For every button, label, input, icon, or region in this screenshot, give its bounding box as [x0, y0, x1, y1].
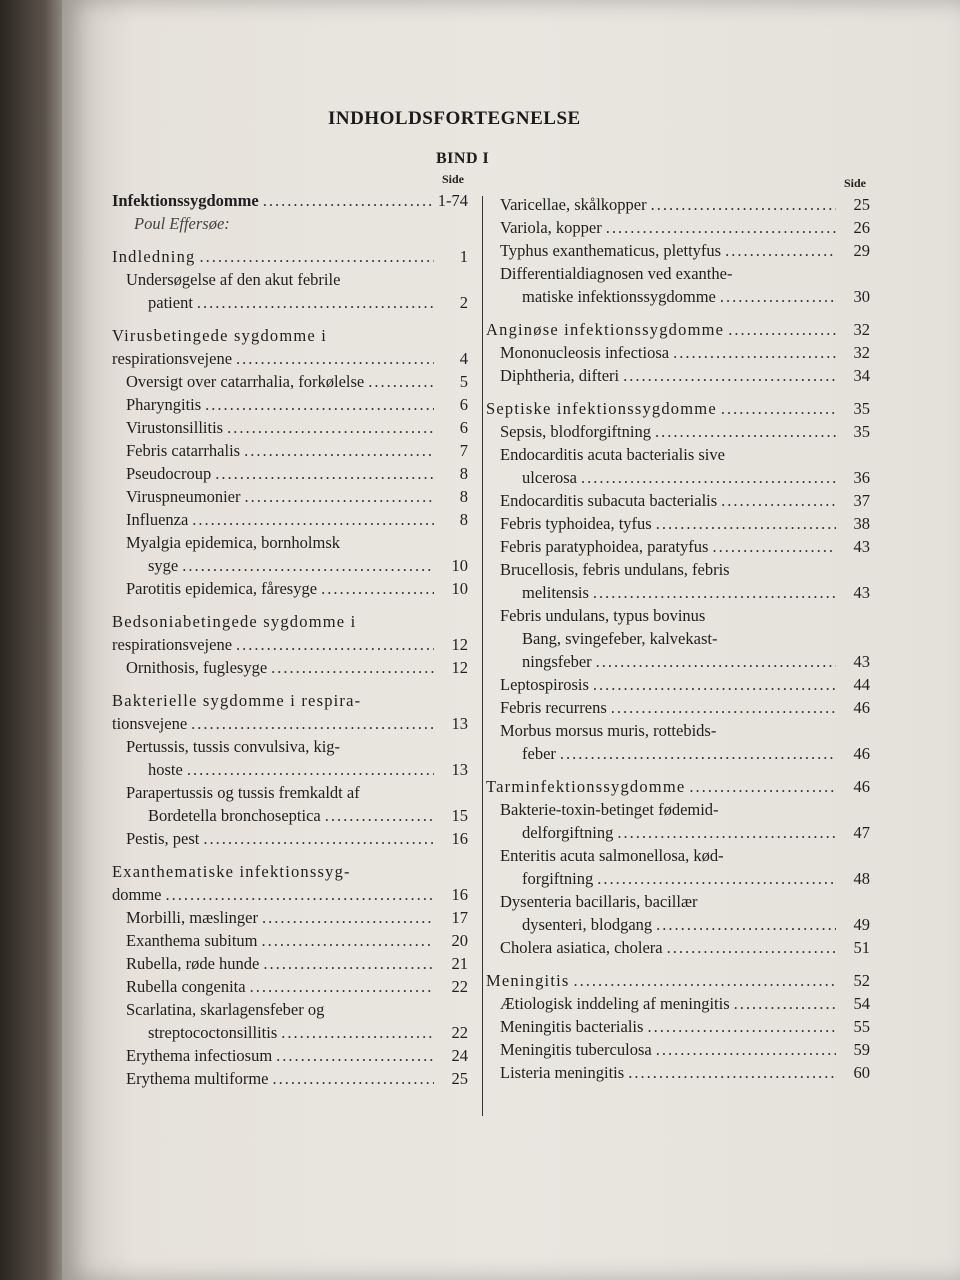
toc-entry: Undersøgelse af den akut febrile: [126, 270, 341, 289]
toc-entry: Pertussis, tussis convulsiva, kig-: [126, 737, 341, 756]
toc-entry: Brucellosis, febris undulans, febris: [500, 560, 730, 579]
toc-entry-title: Meningitis: [486, 971, 570, 990]
toc-entry: Parapertussis og tussis fremkaldt af: [126, 783, 360, 802]
toc-entry: Virusbetingede sygdomme i: [112, 326, 328, 345]
page-number: 55: [853, 1017, 870, 1036]
toc-entry: [112, 712, 468, 735]
toc-entry: [112, 883, 468, 906]
toc-entry-title: Septiske infektionssygdomme: [486, 399, 717, 418]
dot-leader: [263, 189, 434, 212]
toc-entry: [112, 485, 468, 508]
toc-entry: [486, 821, 870, 844]
toc-entry: [112, 393, 468, 416]
toc-entry: [112, 439, 468, 462]
dot-leader: [227, 416, 434, 439]
toc-entry-title: Leptospirosis: [500, 675, 589, 694]
toc-entry: [486, 193, 870, 216]
dot-leader: [262, 906, 434, 929]
toc-entry: [112, 347, 468, 370]
dot-leader: [281, 1021, 434, 1044]
page-number: 16: [451, 829, 468, 848]
toc-entry: [486, 581, 870, 604]
toc-entry: [486, 913, 870, 936]
toc-entry: [112, 827, 468, 850]
toc-entry: [112, 508, 468, 531]
toc-entry-title: forgiftning: [522, 869, 594, 888]
page-number: 46: [853, 744, 870, 763]
page-number: 20: [451, 931, 468, 950]
toc-entry: Bedsoniabetingede sygdomme i: [112, 612, 357, 631]
page-number: 30: [853, 287, 870, 306]
page-number: 44: [853, 675, 870, 694]
toc-entry: [112, 1044, 468, 1067]
toc-entry: [486, 1015, 870, 1038]
page-number: 1-74: [437, 191, 468, 210]
toc-entry: [486, 673, 870, 696]
dot-leader: [712, 535, 836, 558]
toc-right-column: [486, 176, 870, 1084]
toc-entry-title: Variola, kopper: [500, 218, 602, 237]
page-number: 16: [451, 885, 468, 904]
page-number: 43: [853, 583, 870, 602]
toc-entry: Myalgia epidemica, bornholmsk: [126, 533, 340, 552]
dot-leader: [236, 633, 434, 656]
toc-entry: [486, 216, 870, 239]
dot-leader: [276, 1044, 434, 1067]
toc-entry-title: Oversigt over catarrhalia, forkølelse: [126, 372, 365, 391]
page-number: 25: [451, 1069, 468, 1088]
page-number: 52: [853, 971, 870, 990]
toc-entry-title: Pharyngitis: [126, 395, 202, 414]
dot-leader: [191, 712, 434, 735]
page-number: 25: [853, 195, 870, 214]
toc-entry: [112, 554, 468, 577]
toc-entry: [112, 952, 468, 975]
toc-entry-title: Pestis, pest: [126, 829, 200, 848]
page-number: 2: [459, 293, 468, 312]
page-number: 29: [853, 241, 870, 260]
page-number: 1: [459, 247, 468, 266]
toc-entry: [486, 466, 870, 489]
toc-entry: [112, 633, 468, 656]
dot-leader: [725, 239, 836, 262]
dot-leader: [182, 554, 434, 577]
dot-leader: [368, 370, 434, 393]
dot-leader: [200, 245, 435, 268]
toc-entry: [112, 416, 468, 439]
toc-entry-title: Diphtheria, difteri: [500, 366, 620, 385]
page-number: 34: [853, 366, 870, 385]
toc-entry: [112, 758, 468, 781]
dot-leader: [166, 883, 435, 906]
toc-entry: [486, 535, 870, 558]
toc-entry-title: Mononucleosis infectiosa: [500, 343, 670, 362]
toc-entry-title: Erythema multiforme: [126, 1069, 269, 1088]
toc-entry: [486, 992, 870, 1015]
page-number: 47: [853, 823, 870, 842]
toc-entry: [112, 929, 468, 952]
toc-entry: [486, 742, 870, 765]
dot-leader: [656, 512, 836, 535]
page-title: INDHOLDSFORTEGNELSE: [328, 108, 581, 129]
toc-left-list: [112, 189, 468, 1090]
page-number: 26: [853, 218, 870, 237]
page-number: 37: [853, 491, 870, 510]
dot-leader: [597, 867, 836, 890]
page-number: 12: [451, 635, 468, 654]
dot-leader: [325, 804, 434, 827]
toc-entry-title: Typhus exanthematicus, plettyfus: [500, 241, 722, 260]
dot-leader: [651, 193, 836, 216]
page-number: 51: [853, 938, 870, 957]
toc-entry: [486, 285, 870, 308]
dot-leader: [628, 1061, 836, 1084]
toc-entry: Bakterie-toxin-betinget fødemid-: [500, 800, 719, 819]
toc-entry: [486, 867, 870, 890]
toc-entry-title: Cholera asiatica, cholera: [500, 938, 663, 957]
toc-entry-title: Bordetella bronchoseptica: [148, 806, 321, 825]
toc-entry-title: feber: [522, 744, 556, 763]
toc-entry-title: syge: [148, 556, 179, 575]
toc-entry-title: Indledning: [112, 247, 196, 266]
toc-entry: [112, 291, 468, 314]
toc-left-column: [112, 172, 468, 1090]
toc-entry-title: Febris recurrens: [500, 698, 607, 717]
toc-entry: [112, 906, 468, 929]
dot-leader: [205, 393, 434, 416]
page-number: 17: [451, 908, 468, 927]
toc-entry: [112, 656, 468, 679]
toc-entry-title: Pseudocroup: [126, 464, 212, 483]
page-number: 8: [459, 487, 468, 506]
toc-entry-title: domme: [112, 885, 162, 904]
page-number: 8: [459, 510, 468, 529]
toc-entry-title: Parotitis epidemica, fåresyge: [126, 579, 318, 598]
toc-entry: [112, 1067, 468, 1090]
toc-entry-title: Endocarditis subacuta bacterialis: [500, 491, 718, 510]
toc-entry-title: Sepsis, blodforgiftning: [500, 422, 651, 441]
dot-leader: [262, 929, 434, 952]
toc-entry-title: ulcerosa: [522, 468, 577, 487]
dot-leader: [215, 462, 434, 485]
page-number: 7: [459, 441, 468, 460]
toc-entry: [486, 650, 870, 673]
dot-leader: [656, 1038, 836, 1061]
dot-leader: [250, 975, 434, 998]
side-label-right: Side: [843, 176, 866, 190]
page-number: 49: [853, 915, 870, 934]
toc-entry: [112, 370, 468, 393]
dot-leader: [689, 775, 836, 798]
toc-entry: [486, 397, 870, 420]
page-number: 13: [451, 714, 468, 733]
toc-entry-title: respirationsvejene: [112, 635, 233, 654]
toc-entry-title: streptococtonsillitis: [148, 1023, 278, 1042]
toc-entry: Bakterielle sygdomme i respira-: [112, 691, 362, 710]
toc-entry-title: Listeria meningitis: [500, 1063, 625, 1082]
toc-entry-title: tionsvejene: [112, 714, 188, 733]
page-number: 32: [853, 320, 870, 339]
dot-leader: [187, 758, 434, 781]
dot-leader: [581, 466, 836, 489]
page-number: 43: [853, 652, 870, 671]
toc-entry: [112, 804, 468, 827]
page-number: 21: [451, 954, 468, 973]
toc-entry: [486, 775, 870, 798]
toc-entry: Scarlatina, skarlagensfeber og: [126, 1000, 325, 1019]
toc-entry-title: matiske infektionssygdomme: [522, 287, 716, 306]
toc-entry-title: Meningitis bacterialis: [500, 1017, 644, 1036]
dot-leader: [245, 485, 435, 508]
toc-entry-title: Meningitis tuberculosa: [500, 1040, 652, 1059]
toc-entry-title: patient: [148, 293, 193, 312]
toc-entry: [486, 969, 870, 992]
toc-entry-title: dysenteri, blodgang: [522, 915, 653, 934]
toc-entry: [112, 245, 468, 268]
toc-entry: Enteritis acuta salmonellosa, kød-: [500, 846, 724, 865]
volume-title: BIND I: [436, 150, 490, 167]
toc-entry: [112, 975, 468, 998]
author-name: Poul Effersøe:: [134, 214, 230, 233]
toc-entry-title: Rubella, røde hunde: [126, 954, 260, 973]
page-number: 6: [459, 395, 468, 414]
toc-entry-title: Varicellae, skålkopper: [500, 195, 647, 214]
dot-leader: [593, 673, 836, 696]
page-number: 38: [853, 514, 870, 533]
dot-leader: [667, 936, 836, 959]
toc-entry: [112, 577, 468, 600]
toc-entry-title: Viruspneumonier: [126, 487, 241, 506]
toc-entry-title: ningsfeber: [522, 652, 592, 671]
side-label-left: Side: [441, 172, 464, 186]
toc-entry: [486, 1061, 870, 1084]
toc-entry-title: Ornithosis, fuglesyge: [126, 658, 268, 677]
page-number: 46: [853, 698, 870, 717]
toc-entry-title: Febris catarrhalis: [126, 441, 241, 460]
toc-entry: [486, 512, 870, 535]
column-divider: [482, 196, 483, 1116]
toc-entry-title: Virustonsillitis: [126, 418, 224, 437]
toc-entry-title: Influenza: [126, 510, 189, 529]
page-number: 15: [451, 806, 468, 825]
toc-entry-title: Febris paratyphoidea, paratyfus: [500, 537, 709, 556]
dot-leader: [720, 285, 836, 308]
toc-entry: Differentialdiagnosen ved exanthe-: [500, 264, 733, 283]
toc-entry: Endocarditis acuta bacterialis sive: [500, 445, 725, 464]
page-number: 43: [853, 537, 870, 556]
toc-entry-title: melitensis: [522, 583, 589, 602]
dot-leader: [734, 992, 836, 1015]
toc-entry: Dysenteria bacillaris, bacillær: [500, 892, 698, 911]
toc-entry-title: Erythema infectiosum: [126, 1046, 273, 1065]
dot-leader: [647, 1015, 836, 1038]
dot-leader: [721, 489, 836, 512]
toc-entry-title: Tarminfektionssygdomme: [486, 777, 686, 796]
toc-entry-title: Ætiologisk inddeling af meningitis: [500, 994, 730, 1013]
page-number: 48: [853, 869, 870, 888]
toc-entry-title: Exanthema subitum: [126, 931, 258, 950]
toc-entry: Febris undulans, typus bovinus: [500, 606, 706, 625]
toc-entry-title: respirationsvejene: [112, 349, 233, 368]
dot-leader: [728, 318, 836, 341]
page-number: 35: [853, 399, 870, 418]
page-number: 10: [451, 556, 468, 575]
dot-leader: [721, 397, 836, 420]
page-number: 12: [451, 658, 468, 677]
toc-entry: [486, 489, 870, 512]
page-number: 8: [459, 464, 468, 483]
dot-leader: [192, 508, 434, 531]
toc-entry: Bang, svingefeber, kalvekast-: [522, 629, 718, 648]
toc-entry-title: hoste: [148, 760, 183, 779]
toc-entry: Exanthematiske infektionssyg-: [112, 862, 351, 881]
toc-entry: [112, 462, 468, 485]
toc-entry: [486, 696, 870, 719]
dot-leader: [593, 581, 836, 604]
page-number: 22: [451, 977, 468, 996]
dot-leader: [617, 821, 836, 844]
page-number: 10: [451, 579, 468, 598]
dot-leader: [273, 1067, 435, 1090]
dot-leader: [611, 696, 836, 719]
dot-leader: [560, 742, 836, 765]
page-number: 46: [853, 777, 870, 796]
toc-entry: [486, 936, 870, 959]
toc-entry: [112, 1021, 468, 1044]
toc-entry: [486, 1038, 870, 1061]
page-number: 32: [853, 343, 870, 362]
dot-leader: [263, 952, 434, 975]
toc-right-list: [486, 193, 870, 1084]
toc-entry: [486, 420, 870, 443]
dot-leader: [321, 577, 434, 600]
dot-leader: [656, 913, 836, 936]
page-number: 36: [853, 468, 870, 487]
dot-leader: [271, 656, 434, 679]
dot-leader: [574, 969, 836, 992]
toc-entry-title: Febris typhoidea, tyfus: [500, 514, 652, 533]
page-number: 13: [451, 760, 468, 779]
dot-leader: [623, 364, 836, 387]
dot-leader: [203, 827, 434, 850]
dot-leader: [244, 439, 434, 462]
page-number: 35: [853, 422, 870, 441]
toc-entry: Morbus morsus muris, rottebids-: [500, 721, 717, 740]
page-number: 24: [451, 1046, 468, 1065]
toc-entry: [486, 364, 870, 387]
dot-leader: [236, 347, 434, 370]
dot-leader: [673, 341, 836, 364]
toc-entry-title: delforgiftning: [522, 823, 614, 842]
page-number: 22: [451, 1023, 468, 1042]
page-number: 5: [459, 372, 468, 391]
toc-entry: [112, 189, 468, 212]
toc-entry-title: Rubella congenita: [126, 977, 246, 996]
dot-leader: [596, 650, 836, 673]
toc-entry-title: Infektionssygdomme: [112, 191, 259, 210]
dot-leader: [606, 216, 836, 239]
page-number: 59: [853, 1040, 870, 1059]
page-number: 6: [459, 418, 468, 437]
toc-entry-title: Anginøse infektionssygdomme: [486, 320, 725, 339]
toc-entry: [486, 239, 870, 262]
dot-leader: [655, 420, 836, 443]
page-number: 60: [853, 1063, 870, 1082]
dot-leader: [197, 291, 434, 314]
toc-entry: [486, 341, 870, 364]
toc-entry: [486, 318, 870, 341]
toc-entry-title: Morbilli, mæslinger: [126, 908, 258, 927]
page-number: 54: [853, 994, 870, 1013]
page-number: 4: [459, 349, 468, 368]
